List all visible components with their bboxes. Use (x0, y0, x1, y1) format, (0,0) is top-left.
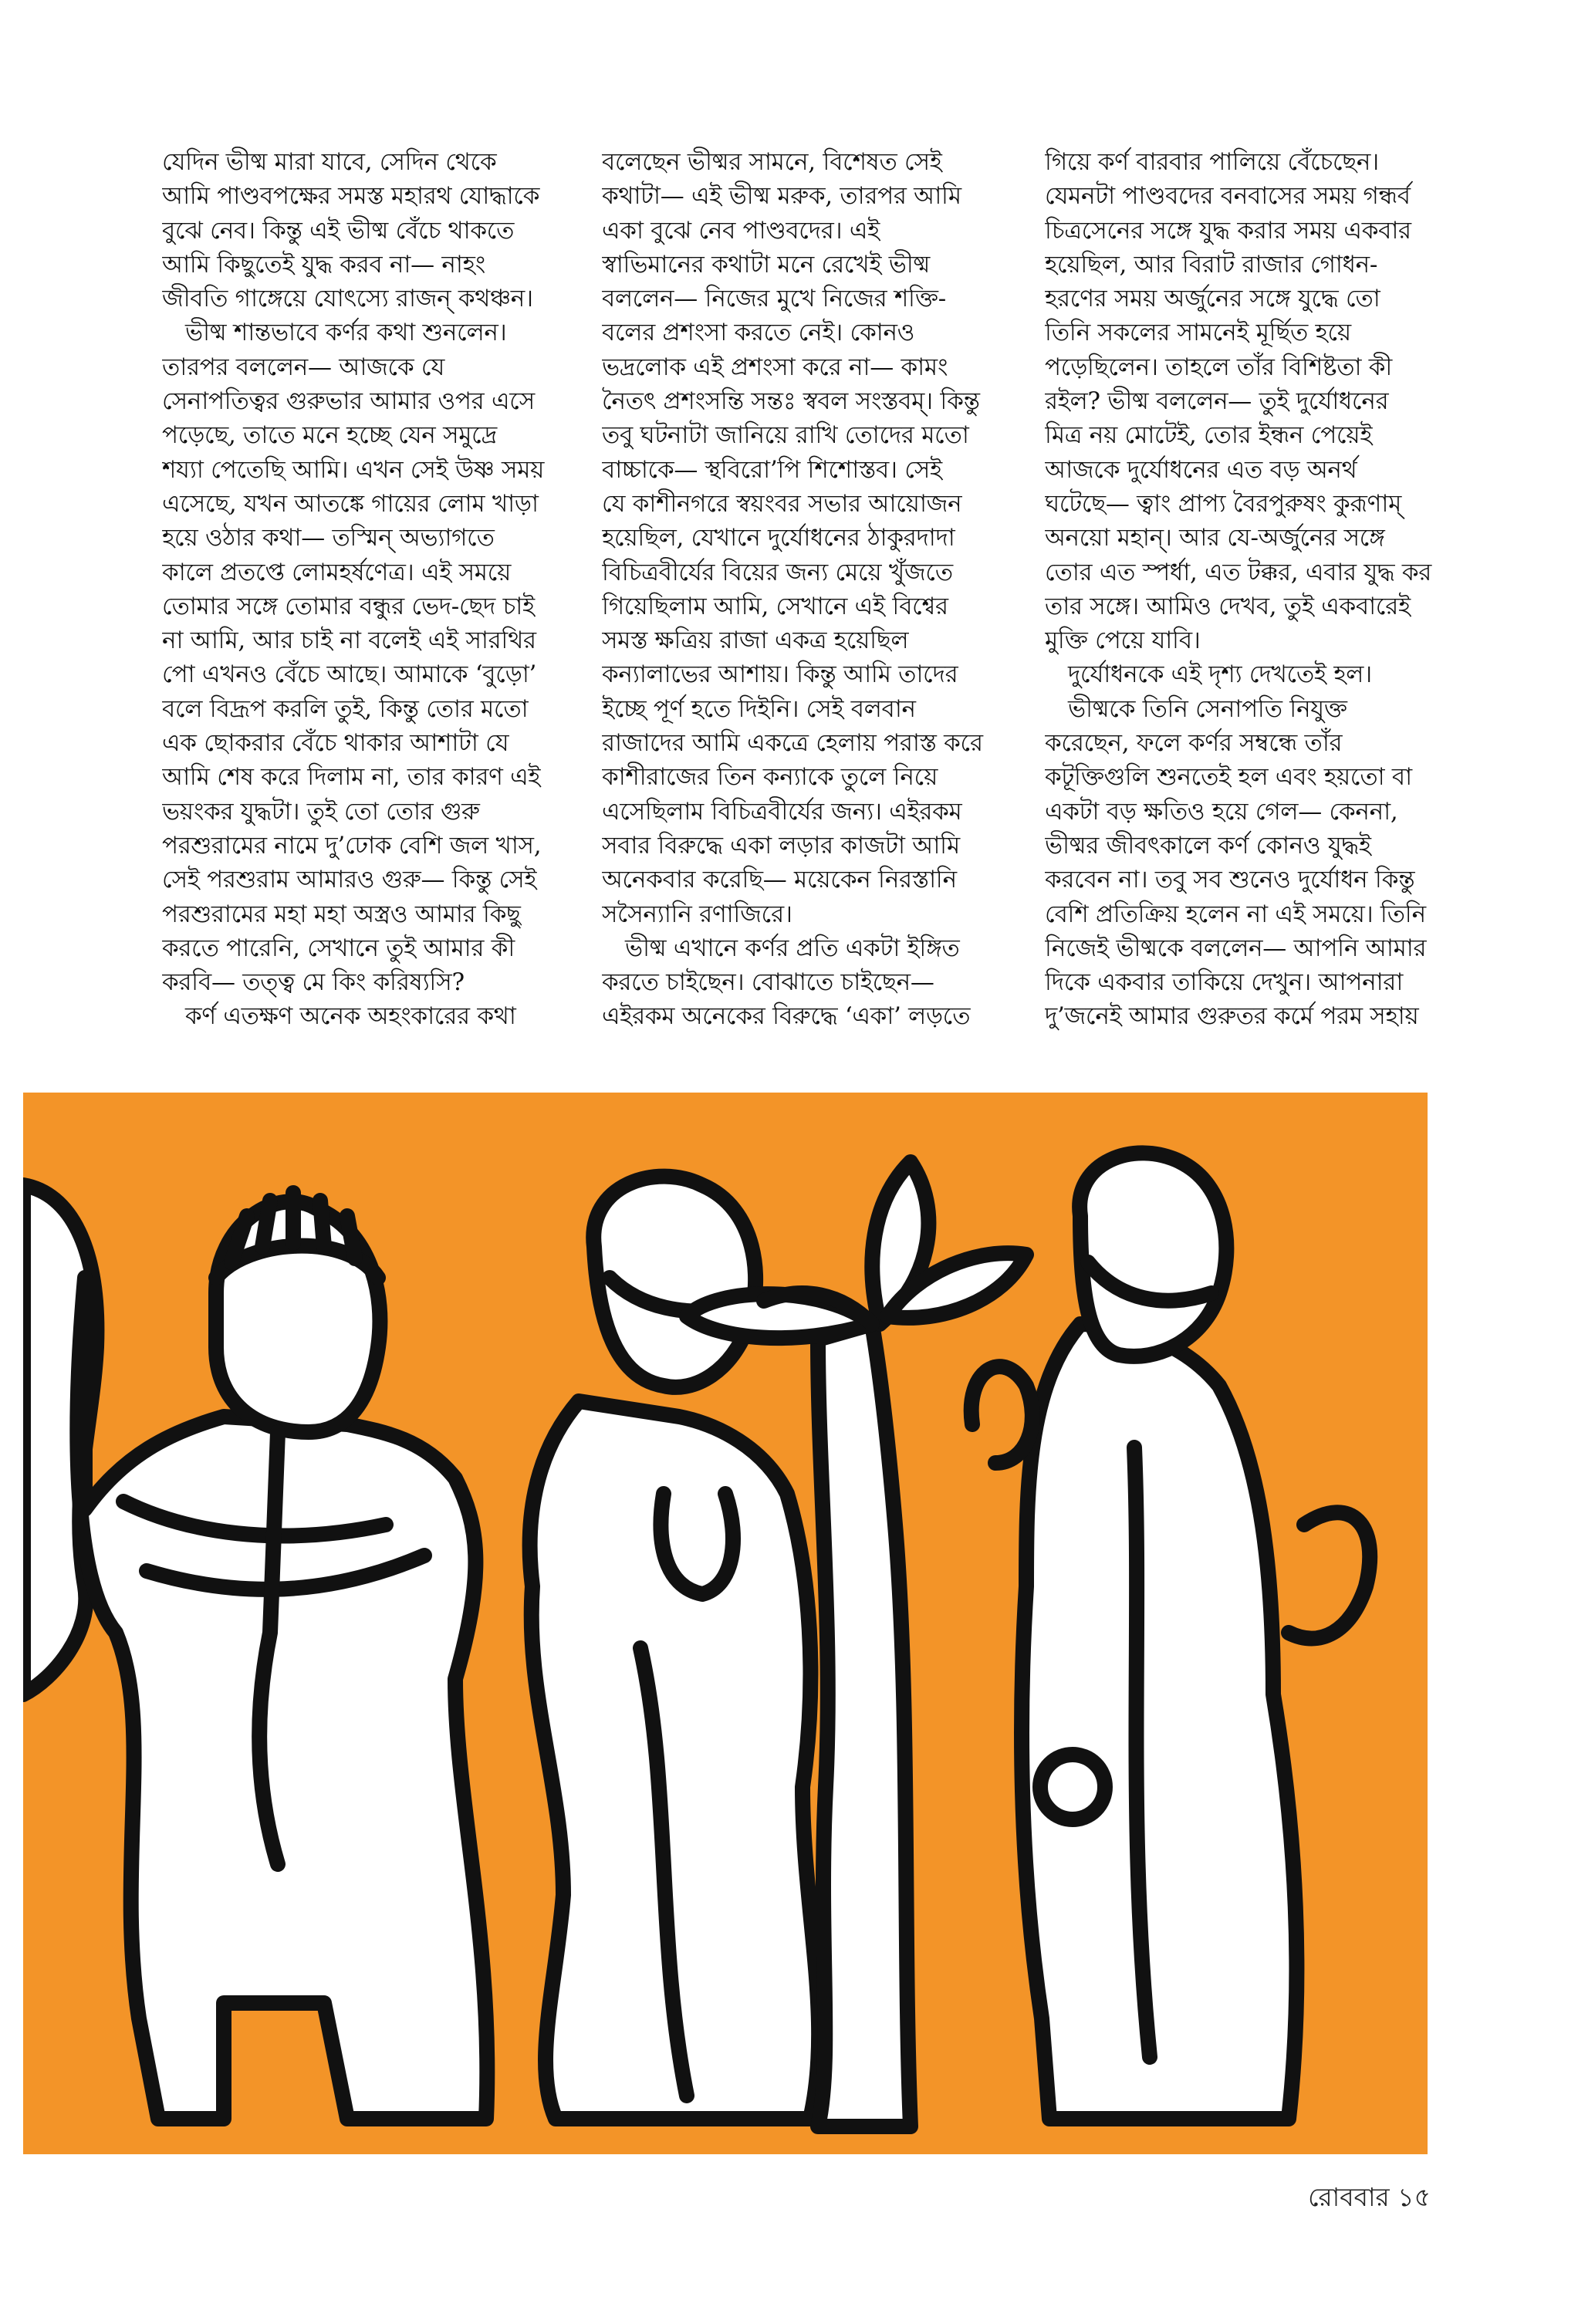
text-line: জীবতি গাঙ্গেয়ে যোৎস্যে রাজন্ কথঞ্চন। (162, 285, 533, 313)
text-line: শয্যা পেতেছি আমি। এখন সেই উষ্ণ সময় (162, 455, 545, 484)
text-line: যেদিন ভীষ্ম মারা যাবে, সেদিন থেকে (162, 148, 497, 176)
text-line: বললেন— নিজের মুখে নিজের শক্তি- (602, 285, 946, 313)
illustration-panel (23, 1093, 1428, 2154)
text-line: আমি পাণ্ডবপক্ষের সমস্ত মহারথ যোদ্ধাকে (162, 182, 540, 211)
text-column-3 (1045, 145, 1462, 1034)
text-line: না আমি, আর চাই না বলেই এই সারথির (162, 627, 536, 655)
text-line: চিত্রসেনের সঙ্গে যুদ্ধ করার সময় একবার (1045, 216, 1411, 245)
text-line: হয়ে ওঠার কথা— তস্মিন্ অভ্যাগতে (162, 524, 495, 552)
text-line: দু’জনেই আমার গুরুতর কর্মে পরম সহায় (1045, 1002, 1419, 1031)
text-line: বুঝে নেব। কিন্তু এই ভীষ্ম বেঁচে থাকতে (162, 216, 515, 245)
text-line: সবার বিরুদ্ধে একা লড়ার কাজটা আমি (602, 831, 960, 860)
mahabharata-figures-illustration (23, 1093, 1428, 2154)
text-line: বিচিত্রবীর্যের বিয়ের জন্য মেয়ে খুঁজতে (602, 558, 953, 586)
text-line: গিয়ে কর্ণ বারবার পালিয়ে বেঁচেছেন। (1045, 148, 1379, 176)
text-line: এক ছোকরার বেঁচে থাকার আশাটা যে (162, 729, 509, 758)
text-line: কর্ণ এতক্ষণ অনেক অহংকারের কথা (185, 1002, 516, 1031)
text-line: ভীষ্ম শান্তভাবে কর্ণর কথা শুনলেন। (185, 319, 507, 347)
text-line: এসেছিলাম বিচিত্রবীর্যের জন্য। এইরকম (602, 797, 962, 826)
text-line: হয়েছিল, আর বিরাট রাজার গোধন- (1045, 250, 1378, 279)
text-line: কটূক্তিগুলি শুনতেই হল এবং হয়তো বা (1045, 763, 1412, 792)
text-line: নিজেই ভীষ্মকে বললেন— আপনি আমার (1045, 934, 1427, 962)
text-line: কন্যালাভের আশায়। কিন্তু আমি তাদের (602, 660, 958, 689)
text-line: করতে চাইছেন। বোঝাতে চাইছেন— (602, 968, 934, 997)
page-folio: রোববার ১৫ (1308, 2182, 1431, 2212)
text-line: দুর্যোধনকে এই দৃশ্য দেখতেই হল। (1068, 660, 1372, 689)
text-line: সসৈন্যানি রণাজিরে। (602, 900, 792, 928)
text-line: বেশি প্রতিক্রিয় হলেন না এই সময়ে। তিনি (1045, 900, 1426, 928)
elder-sage-figure (972, 1153, 1370, 2119)
text-line: কাশীরাজের তিন কন্যাকে তুলে নিয়ে (602, 763, 938, 792)
text-line: কথাটা— এই ভীষ্ম মরুক, তারপর আমি (602, 182, 961, 211)
text-line: করবেন না। তবু সব শুনেও দুর্যোধন কিন্তু (1045, 866, 1415, 894)
text-line: এইরকম অনেকের বিরুদ্ধে ‘একা’ লড়তে (602, 1002, 971, 1031)
crowned-warrior-figure (77, 1193, 487, 2119)
text-line: রাজাদের আমি একত্রে হেলায় পরাস্ত করে (602, 729, 983, 758)
text-line: এসেছে, যখন আতঙ্কে গায়ের লোম খাড়া (162, 489, 539, 518)
text-line: তারপর বললেন— আজকে যে (162, 353, 445, 381)
text-line: হয়েছিল, যেখানে দুর্যোধনের ঠাকুরদাদা (602, 524, 955, 552)
text-line: তিনি সকলের সামনেই মূর্ছিত হয়ে (1045, 319, 1351, 347)
text-column-1 (162, 145, 579, 1034)
text-line: আমি শেষ করে দিলাম না, তার কারণ এই (162, 763, 541, 792)
text-line: পড়েছে, তাতে মনে হচ্ছে যেন সমুদ্রে (162, 421, 497, 450)
text-line: গিয়েছিলাম আমি, সেখানে এই বিশ্বের (602, 592, 948, 620)
text-line: যে কাশীনগরে স্বয়ংবর সভার আয়োজন (602, 489, 962, 518)
text-line: তোর এত স্পর্ধা, এত টক্কর, এবার যুদ্ধ কর (1045, 558, 1432, 586)
text-line: যেমনটা পাণ্ডবদের বনবাসের সময় গন্ধর্ব (1045, 182, 1411, 211)
text-line: ইচ্ছে পূর্ণ হতে দিইনি। সেই বলবান (602, 694, 916, 723)
text-line: আজকে দুর্যোধনের এত বড় অনর্থ (1045, 455, 1357, 484)
text-line: মিত্র নয় মোটেই, তোর ইন্ধন পেয়েই (1045, 421, 1373, 450)
text-line: পরশুরামের মহা মহা অস্ত্রও আমার কিছু (162, 900, 521, 928)
text-line: করবি— তত্ত্ব মে কিং করিষ্যসি? (162, 968, 465, 997)
text-line: অনয়ো মহান্। আর যে-অর্জুনের সঙ্গে (1045, 524, 1385, 552)
text-line: স্বাভিমানের কথাটা মনে রেখেই ভীষ্ম (602, 250, 931, 279)
text-line: পড়েছিলেন। তাহলে তাঁর বিশিষ্টতা কী (1045, 353, 1392, 381)
text-line: ভয়ংকর যুদ্ধটা। তুই তো তোর গুরু (162, 797, 480, 826)
text-line: সেনাপতিত্বর গুরুভার আমার ওপর এসে (162, 387, 535, 416)
text-line: বাচ্চাকে— স্থবিরো’পি শিশোস্তব। সেই (602, 455, 942, 484)
text-line: দিকে একবার তাকিয়ে দেখুন। আপনারা (1045, 968, 1404, 997)
text-line: কালে প্রতপ্তে লোমহর্ষণেত্র। এই সময়ে (162, 558, 512, 586)
text-line: বলে বিদ্রূপ করলি তুই, কিন্তু তোর মতো (162, 694, 529, 723)
text-line: ভীষ্ম এখানে কর্ণর প্রতি একটা ইঙ্গিত (625, 934, 960, 962)
text-line: ভীষ্মকে তিনি সেনাপতি নিযুক্ত (1068, 694, 1347, 723)
text-column-2 (602, 145, 1019, 1034)
text-line: রইল? ভীষ্ম বললেন— তুই দুর্যোধনের (1045, 387, 1389, 416)
text-line: ভদ্রলোক এই প্রশংসা করে না— কামং (602, 353, 948, 381)
text-line: অনেকবার করেছি— ময়েকেন নিরস্তানি (602, 866, 957, 894)
text-line: মুক্তি পেয়ে যাবি। (1045, 627, 1201, 655)
text-line: তার সঙ্গে। আমিও দেখব, তুই একবারেই (1045, 592, 1411, 620)
text-line: পরশুরামের নামে দু’ঢোক বেশি জল খাস, (162, 831, 542, 860)
text-line: তোমার সঙ্গে তোমার বন্ধুর ভেদ-ছেদ চাই (162, 592, 535, 620)
text-line: ঘটেছে— ত্বাং প্রাপ্য বৈরপুরুষং কুরূণাম্ (1045, 489, 1402, 518)
text-line: ভীষ্মর জীবৎকালে কর্ণ কোনও যুদ্ধই (1045, 831, 1371, 860)
text-line: পো এখনও বেঁচে আছে। আমাকে ‘বুড়ো’ (162, 660, 537, 689)
text-line: একটা বড় ক্ষতিও হয়ে গেল— কেননা, (1045, 797, 1398, 826)
text-line: সেই পরশুরাম আমারও গুরু— কিন্তু সেই (162, 866, 537, 894)
text-line: বলেছেন ভীষ্মর সামনে, বিশেষত সেই (602, 148, 942, 176)
text-line: করতে পারেনি, সেখানে তুই আমার কী (162, 934, 515, 962)
text-line: নৈতৎ প্রশংসন্তি সন্তঃ স্ববল সংস্তবম্। কিন্তু (602, 387, 980, 416)
article-body (0, 0, 1595, 1049)
text-line: আমি কিছুতেই যুদ্ধ করব না— নাহং (162, 250, 485, 279)
text-line: বলের প্রশংসা করতে নেই। কোনও (602, 319, 915, 347)
text-line: তবু ঘটনাটা জানিয়ে রাখি তোদের মতো (602, 421, 969, 450)
text-line: সমস্ত ক্ষত্রিয় রাজা একত্র হয়েছিল (602, 627, 909, 655)
text-line: হরণের সময় অর্জুনের সঙ্গে যুদ্ধে তো (1045, 285, 1380, 313)
text-line: করেছেন, ফলে কর্ণর সম্বন্ধে তাঁর (1045, 729, 1343, 758)
text-line: একা বুঝে নেব পাণ্ডবদের। এই (602, 216, 880, 245)
